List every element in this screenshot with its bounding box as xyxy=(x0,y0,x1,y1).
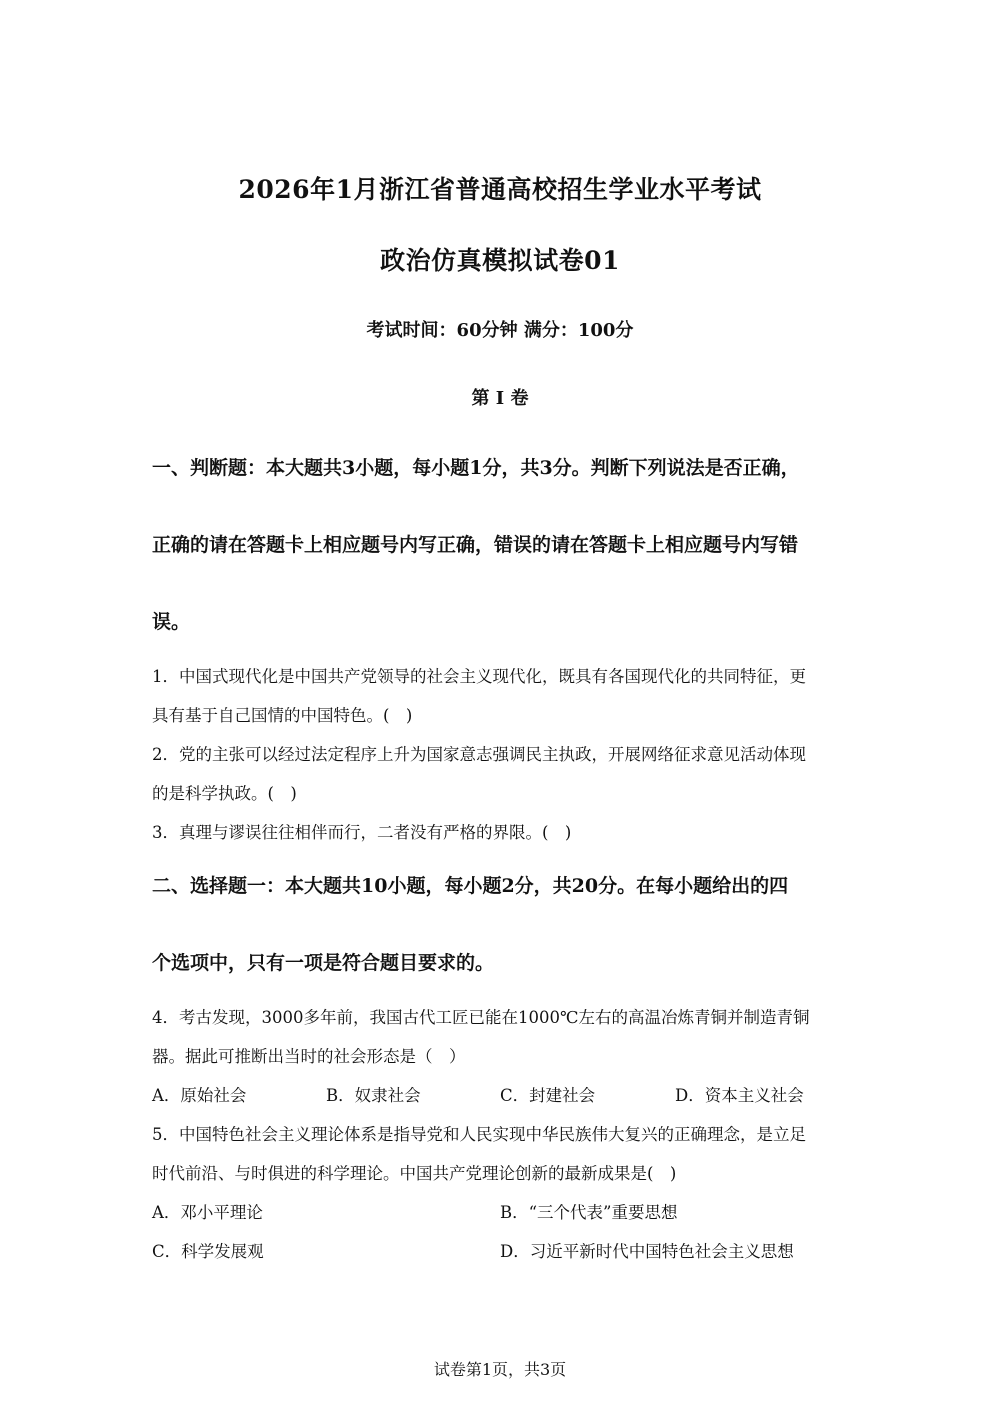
question-4-option-a: A．原始社会 xyxy=(152,1086,247,1105)
section1-heading-line2: 正确的请在答题卡上相应题号内写正确，错误的请在答题卡上相应题号内写错 xyxy=(152,534,799,556)
question-5-line1: 5．中国特色社会主义理论体系是指导党和人民实现中华民族伟大复兴的正确理念，是立足 xyxy=(152,1125,806,1144)
exam-info: 考试时间：60分钟 满分：100分 xyxy=(366,320,634,341)
question-5-option-b: B．“三个代表”重要思想 xyxy=(500,1203,678,1222)
question-2-line1: 2．党的主张可以经过法定程序上升为国家意志强调民主执政，开展网络征求意见活动体现 xyxy=(152,745,806,764)
question-5-option-c: C．科学发展观 xyxy=(152,1242,264,1261)
question-3-line1: 3．真理与谬误往往相伴而行，二者没有严格的界限。( ) xyxy=(152,823,572,842)
question-2-line2: 的是科学执政。( ) xyxy=(152,784,297,803)
question-4-option-b: B．奴隶社会 xyxy=(326,1086,421,1105)
question-4-option-d: D．资本主义社会 xyxy=(675,1086,804,1105)
question-5-line2: 时代前沿、与时俱进的科学理论。中国共产党理论创新的最新成果是( ) xyxy=(152,1164,677,1183)
section2-heading-line1: 二、选择题一：本大题共10小题，每小题2分，共20分。在每小题给出的四 xyxy=(152,875,789,897)
question-5-option-a: A．邓小平理论 xyxy=(152,1203,263,1222)
question-4-line1: 4．考古发现，3000多年前，我国古代工匠已能在1000℃左右的高温冶炼青铜并制造青铜 xyxy=(152,1008,810,1027)
exam-title-line1: 2026年1月浙江省普通高校招生学业水平考试 xyxy=(238,175,762,204)
exam-title-line2: 政治仿真模拟试卷01 xyxy=(380,246,620,275)
question-4-line2: 器。据此可推断出当时的社会形态是（ ） xyxy=(152,1047,466,1066)
section1-heading-line3: 误。 xyxy=(152,611,191,633)
question-1-line2: 具有基于自己国情的中国特色。( ) xyxy=(152,706,413,725)
question-4-option-c: C．封建社会 xyxy=(500,1086,596,1105)
question-5-option-d: D．习近平新时代中国特色社会主义思想 xyxy=(500,1242,794,1261)
section1-heading-line1: 一、判断题：本大题共3小题，每小题1分，共3分。判断下列说法是否正确， xyxy=(152,457,800,479)
section2-heading-line2: 个选项中，只有一项是符合题目要求的。 xyxy=(152,952,495,974)
question-1-line1: 1．中国式现代化是中国共产党领导的社会主义现代化，既具有各国现代化的共同特征，更 xyxy=(152,667,806,686)
volume-label: 第 I 卷 xyxy=(471,388,529,409)
page-footer: 试卷第1页，共3页 xyxy=(433,1360,567,1379)
